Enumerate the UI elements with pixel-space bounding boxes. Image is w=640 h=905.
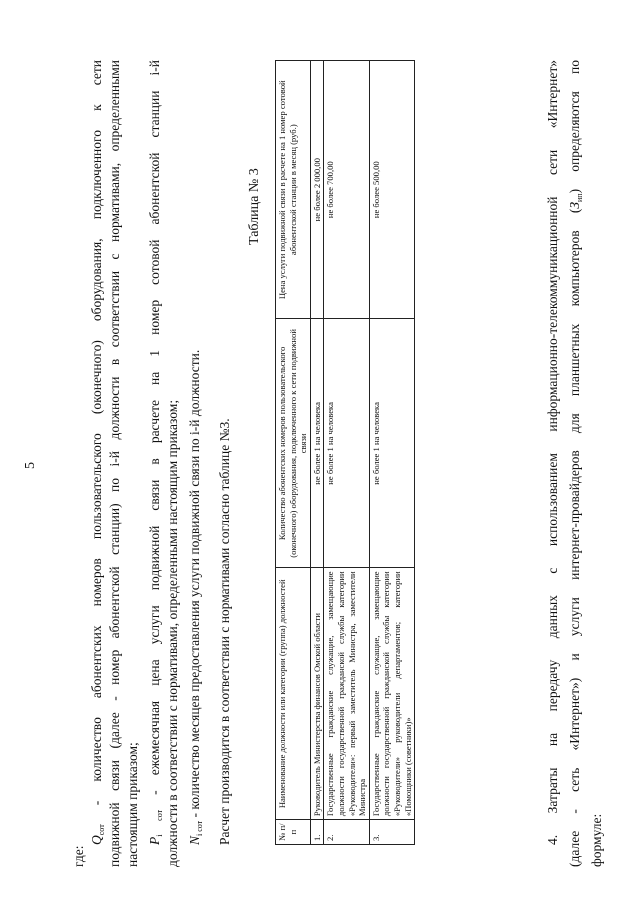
row-number: 3. <box>369 820 414 845</box>
row-position: Государственные гражданские служащие, замещающие должности государственной гражданской службы категории «Руководители»: первый заместитель Министра, заместители Министра <box>324 568 369 820</box>
row-quantity: не более 1 на человека <box>369 319 414 568</box>
item4-line3: формуле: <box>589 813 604 867</box>
page-number: 5 <box>23 462 38 469</box>
row-price: не более 500,00 <box>369 61 414 319</box>
def-n-text1: - количество месяцев предоставления услуги подвижной связи по i-й должности. <box>187 349 202 821</box>
q-symbol: Q <box>89 835 104 845</box>
header-position: Наименование должности или категории (группа) должностей <box>276 568 311 820</box>
item4-line1: 4. Затраты на передачу данных с использованием информационно-телекоммуникационной сети «Интернет» <box>545 60 560 845</box>
def-p-line2: должности в соответствии с нормативами, определенными настоящим приказом; <box>165 399 180 867</box>
row-position: Руководитель Министерства финансов Омской области <box>310 568 324 820</box>
def-n-line1 <box>186 350 209 845</box>
intro-where: где: <box>71 845 86 867</box>
table-title: Таблица № 3 <box>247 168 262 245</box>
header-price: Цена услуги подвижной связи в расчете на 1 номер сотовой абонентской станции в месяц (руб.) <box>276 61 311 319</box>
table-row <box>369 61 414 845</box>
row-number: 2. <box>324 820 369 845</box>
header-number: № п/п <box>276 820 311 845</box>
item4-text2a: (далее - сеть «Интернет») и услуги интернет-провайдеров для планшетных компьютеров ( <box>567 208 582 867</box>
def-q-line2: подвижной связи (далее - номер абонентской станции) по i-й должности в соответствии с нормативами, определенными <box>107 60 122 867</box>
z-sub: ип <box>575 193 584 202</box>
row-quantity: не более 1 на человека <box>324 319 369 568</box>
item4-text2b: ) определяются по <box>567 60 582 194</box>
calc-text: Расчет производится в соответствии с нормативами согласно таблице №3. <box>217 418 232 845</box>
z-symbol: З <box>567 201 582 209</box>
row-quantity: не более 1 на человека <box>310 319 324 568</box>
table-header-row <box>276 61 311 845</box>
row-price: не более 2 000,00 <box>310 61 324 319</box>
table-row <box>310 61 324 845</box>
q-sub: сот <box>97 824 106 836</box>
n-sub: i сот <box>195 820 204 836</box>
def-p-text1: - ежемесячная цена услуги подвижной связи в расчете на 1 номер сотовой абонентской станции i-й <box>147 60 162 810</box>
def-q-line3: настоящим приказом; <box>125 742 140 867</box>
def-q-text1: - количество абонентских номеров пользовательского (оконечного) оборудования, подключенного к сети <box>89 60 104 825</box>
row-price: не более 700,00 <box>324 61 369 319</box>
p-sub: i сот <box>155 809 164 837</box>
norms-table <box>275 60 415 845</box>
header-quantity: Количество абонентских номеров пользовательского (оконечного) оборудования, подключенного к сети подвижной связи <box>276 319 311 568</box>
row-position: Государственные гражданские служащие, замещающие должности государственной гражданской службы категории «Руководители» руководители департаментов; категории «Помощники (советники)» <box>369 568 414 820</box>
p-symbol: P <box>147 836 162 845</box>
row-number: 1. <box>310 820 324 845</box>
n-symbol: N <box>187 835 202 845</box>
item4-line2 <box>566 60 589 867</box>
table-row <box>324 61 369 845</box>
